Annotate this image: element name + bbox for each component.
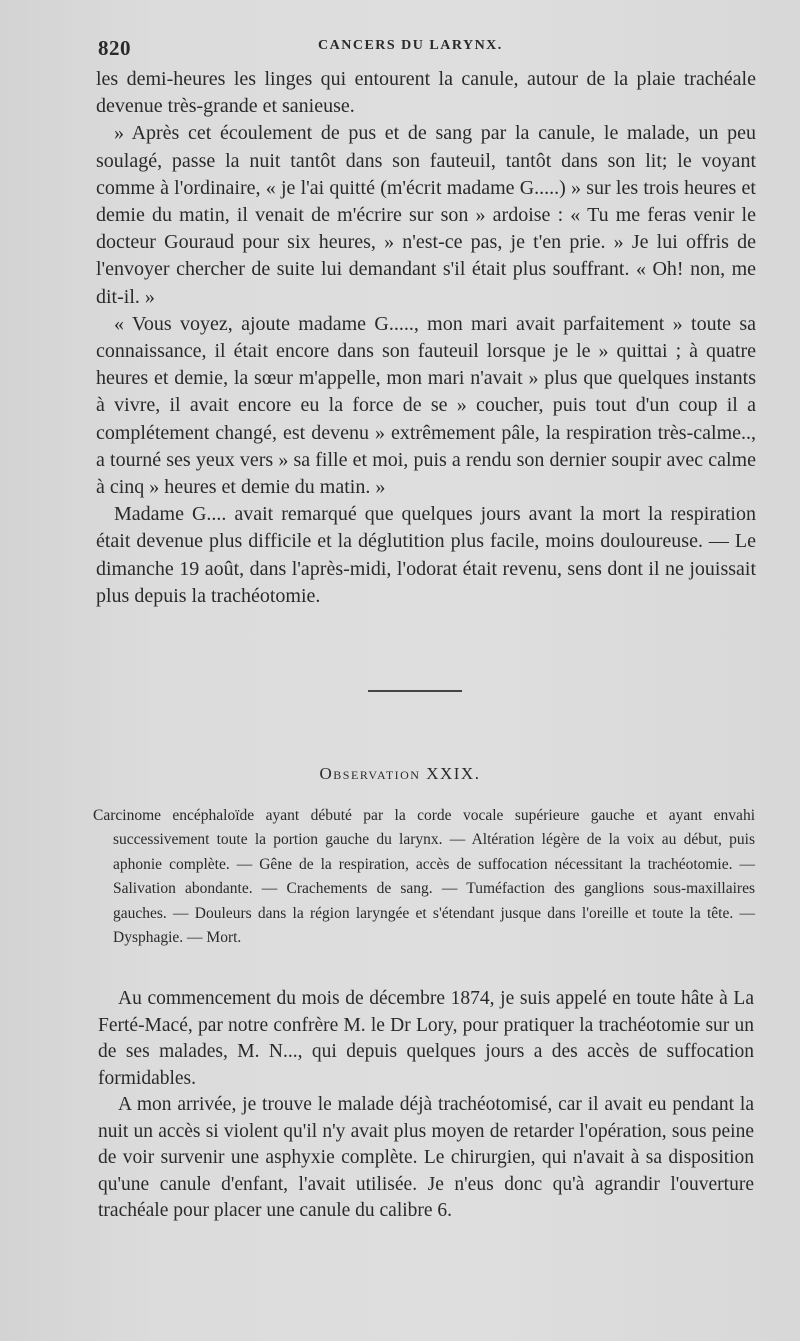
running-title: CANCERS DU LARYNX. [318,38,503,53]
paragraph: Au commencement du mois de décembre 1874, je suis appelé en toute hâte à La Ferté-Macé, par notre confrère M. le Dr Lory, pour pratiquer la trachéotomie sur un de ses malades, M. N..., qui depuis quelques jours a des accès de suffocation formidables. [98,988,754,1089]
paragraph: A mon arrivée, je trouve le malade déjà trachéotomisé, car il avait eu pendant la nuit un accès si violent qu'il n'y avait plus moyen de retarder l'opération, sous peine de voir survenir une asphyxie complète. Le chirurgien, qui n'avait à sa disposition qu'une canule d'enfant, l'avait utilisée. Je n'eus donc qu'à agrandir l'ouverture trachéale pour placer une canule du calibre 6. [98,1094,754,1221]
observation-summary [93,804,755,950]
observation-title: Observation XXIX. [319,764,481,783]
paragraph: les demi-heures les linges qui entourent la canule, autour de la plaie trachéale devenue très-grande et sanieuse. [96,68,756,118]
page-number: 820 [98,36,131,60]
paragraph: » Après cet écoulement de pus et de sang par la canule, le malade, un peu soulagé, passe la nuit tantôt dans son fauteuil, tantôt dans son lit; le voyant comme à l'ordinaire, « je l'ai quitté (m'écrit madame G.....) » sur les trois heures et demie du matin, il venait de m'écrire sur son » ardoise : « Tu me feras venir le docteur Gouraud pour six heures, » n'est-ce pas, je t'en prie. » Je lui offris de l'envoyer chercher de suite lui demandant s'il était plus souffrant. « Oh! non, me dit-il. » [96,122,756,308]
body-text-top [96,66,756,610]
body-text-bottom [98,986,754,1225]
paragraph: Madame G.... avait remarqué que quelques jours avant la mort la respiration était devenue plus difficile et la déglutition plus facile, moins douloureuse. — Le dimanche 19 août, dans l'après-midi, l'odorat était revenu, sens dont il ne jouissait plus depuis la trachéotomie. [96,503,756,607]
section-divider [368,690,462,692]
paragraph: « Vous voyez, ajoute madame G....., mon mari avait parfaitement » toute sa connaissance, il était encore dans son fauteuil lorsque je le » quittai ; à quatre heures et demie, la sœur m'appelle, mon mari n'avait » plus que quelques instants à vivre, il avait encore eu la force de se » coucher, puis tout d'un coup il a complétement changé, est devenu » extrêmement pâle, la respiration très-calme.., a tourné ses yeux vers » sa fille et moi, puis a rendu son dernier soupir avec calme à cinq » heures et demie du matin. » [96,312,756,499]
summary-text: Carcinome encéphaloïde ayant débuté par la corde vocale supérieure gauche et ayant envahi successivement toute la portion gauche du larynx. — Altération légère de la voix au début, puis aphonie complète. — Gêne de la respiration, accès de suffocation nécessitant la trachéotomie. — Salivation abondante. — Crachements de sang. — Tuméfaction des ganglions sous-maxillaires gauches. — Douleurs dans la région laryngée et s'étendant jusque dans l'oreille et toute la tête. — Dysphagie. — Mort. [93,807,755,947]
